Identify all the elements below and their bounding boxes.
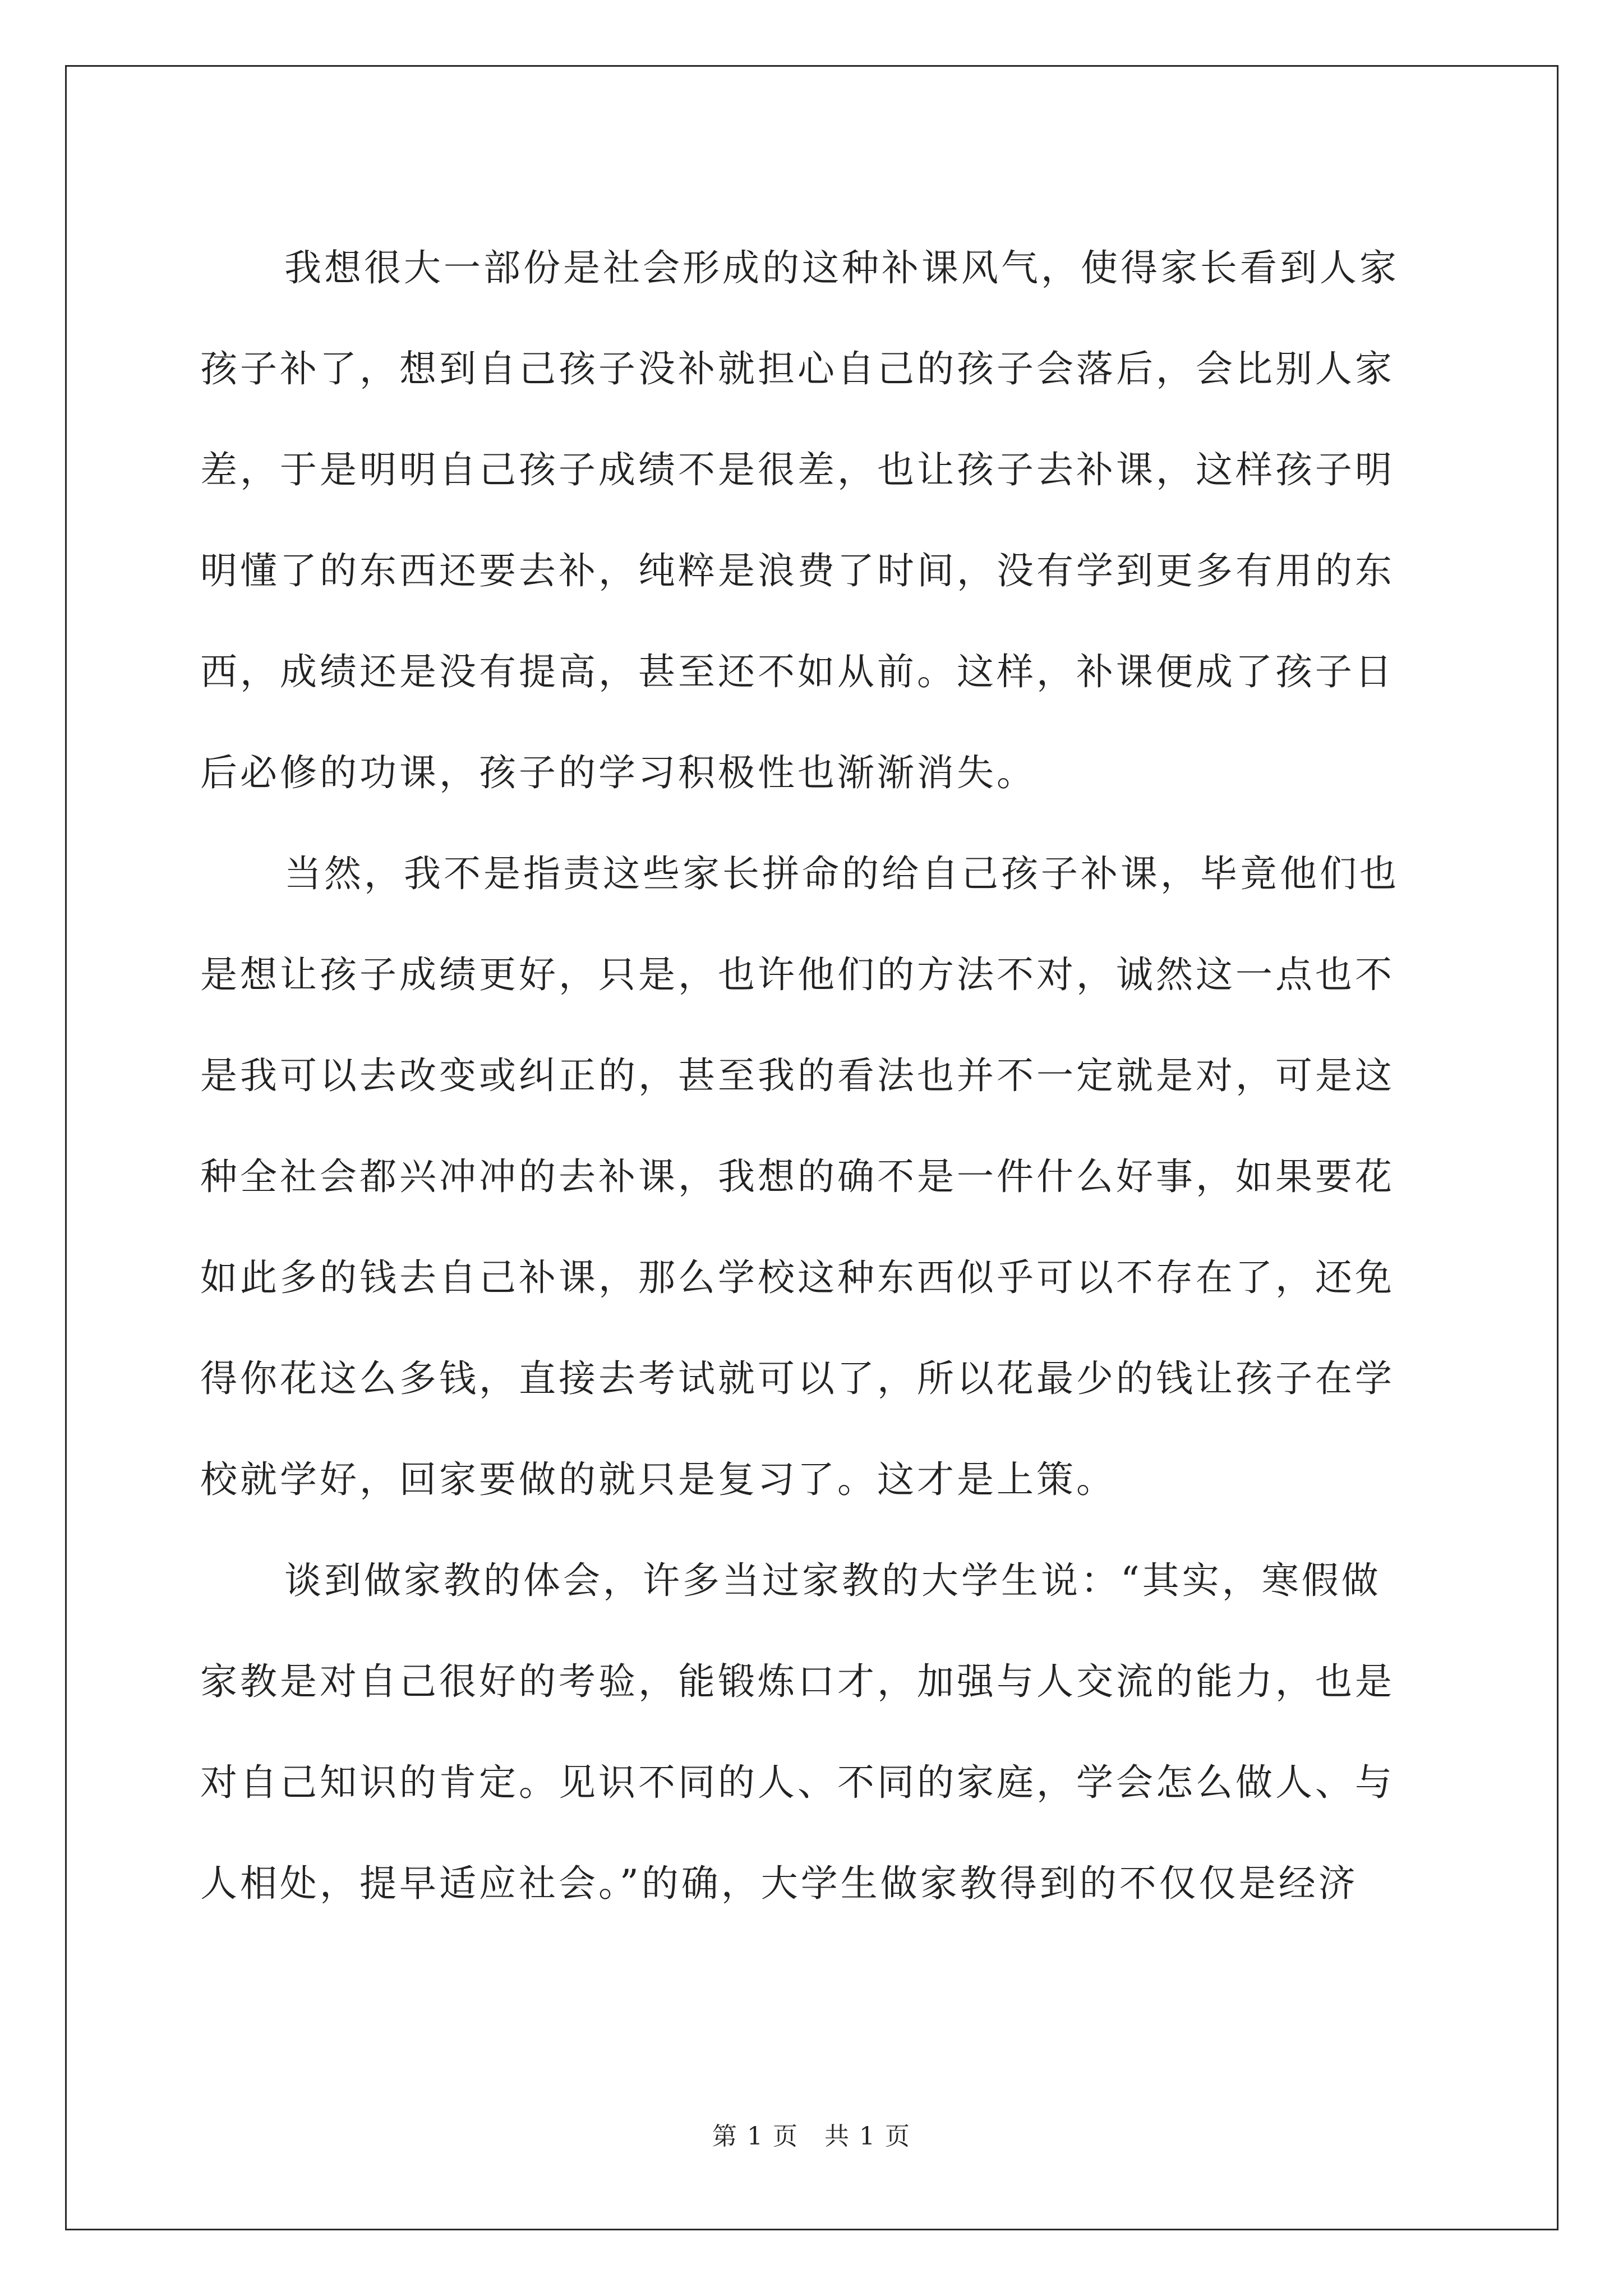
text-line: 对自己知识的肯定。见识不同的人、不同的家庭，学会怎么做人、与 [200,1761,1395,1804]
text-line: 是我可以去改变或纠正的，甚至我的看法也并不一定就是对，可是这 [200,1054,1395,1097]
text-line: 西，成绩还是没有提高，甚至还不如从前。这样，补课便成了孩子日 [200,650,1395,693]
paragraph-3 [200,1530,1431,1934]
text-line: 明懂了的东西还要去补，纯粹是浪费了时间，没有学到更多有用的东 [200,549,1395,592]
text-line: 我想很大一部份是社会形成的这种补课风气，使得家长看到人家 [284,246,1399,289]
text-line: 人相处，提早适应社会。”的确，大学生做家教得到的不仅仅是经济 [200,1862,1358,1905]
text-line: 谈到做家教的体会，许多当过家教的大学生说：“其实，寒假做 [284,1559,1381,1602]
text-line: 校就学好，回家要做的就只是复习了。这才是上策。 [200,1458,1116,1501]
document-body [200,218,1431,1934]
text-line: 当然，我不是指责这些家长拼命的给自己孩子补课，毕竟他们也 [284,852,1399,895]
text-line: 得你花这么多钱，直接去考试就可以了，所以花最少的钱让孩子在学 [200,1357,1395,1400]
text-line: 是想让孩子成绩更好，只是，也许他们的方法不对，诚然这一点也不 [200,953,1395,996]
page-number-footer: 第 1 页 共 1 页 [712,2122,911,2151]
text-line: 如此多的钱去自己补课，那么学校这种东西似乎可以不存在了，还免 [200,1256,1395,1299]
text-line: 差，于是明明自己孩子成绩不是很差，也让孩子去补课，这样孩子明 [200,448,1395,491]
text-line: 后必修的功课，孩子的学习积极性也渐渐消失。 [200,751,1036,794]
paragraph-2 [200,823,1431,1530]
text-line: 种全社会都兴冲冲的去补课，我想的确不是一件什么好事，如果要花 [200,1155,1395,1198]
paragraph-1 [200,218,1431,823]
text-line: 孩子补了，想到自己孩子没补就担心自己的孩子会落后，会比别人家 [200,347,1395,390]
text-line: 家教是对自己很好的考验，能锻炼口才，加强与人交流的能力，也是 [200,1660,1395,1703]
